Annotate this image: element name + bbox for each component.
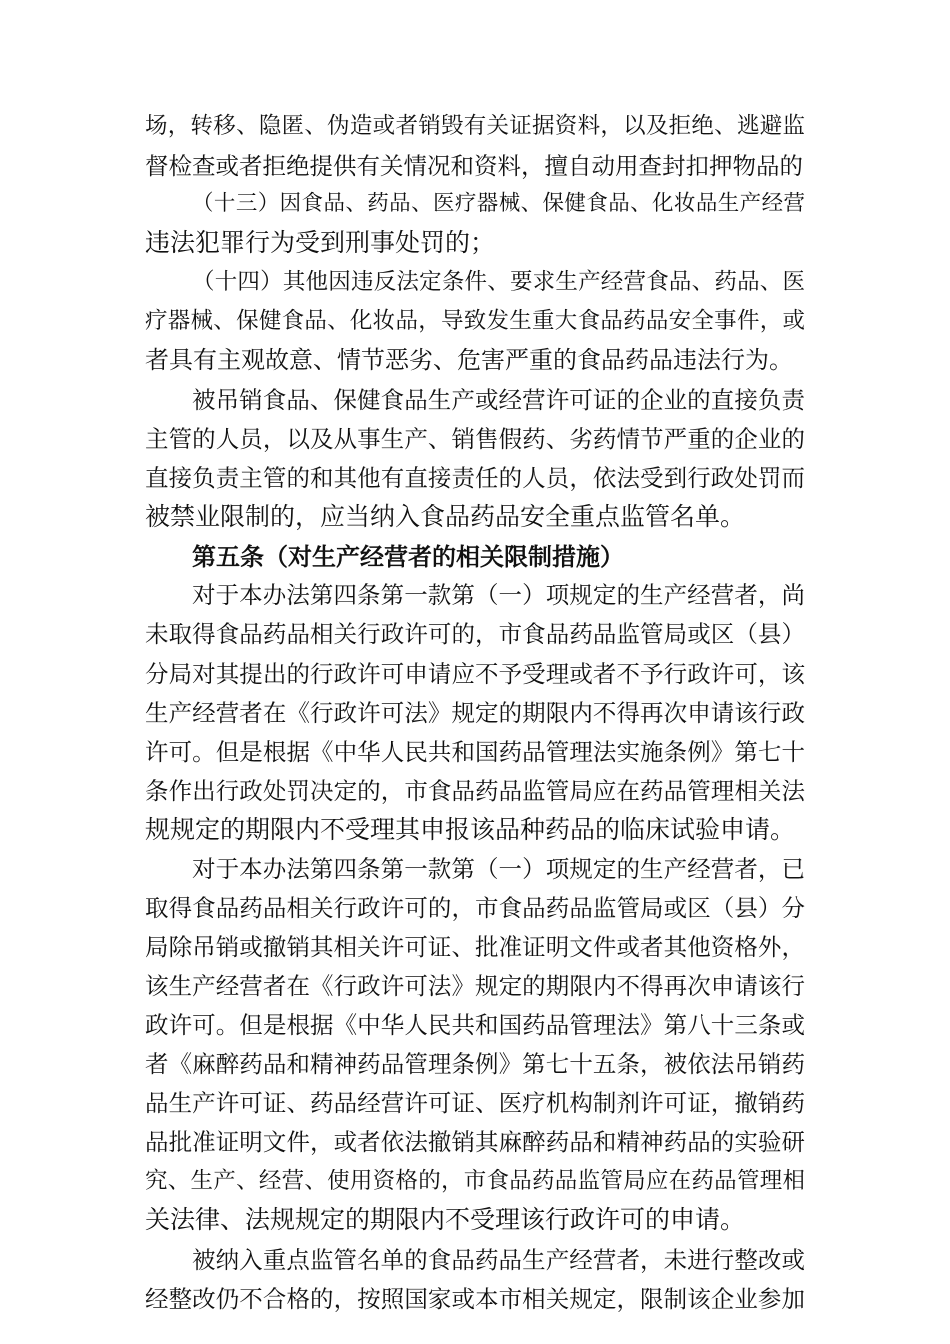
text-line: 违法犯罪行为受到刑事处罚的； <box>145 228 496 257</box>
text-line: 场，转移、隐匿、伪造或者销毁有关证据资料，以及拒绝、逃避监 <box>145 113 805 139</box>
text-line: 者具有主观故意、情节恶劣、危害严重的食品药品违法行为。 <box>145 346 793 374</box>
text-line: 直接负责主管的和其他有直接责任的人员，依法受到行政处罚而 <box>145 464 805 492</box>
text-line: 者《麻醉药品和精神药品管理条例》第七十五条，被依法吊销药 <box>145 1050 805 1078</box>
text-line: 被吊销食品、保健食品生产或经营许可证的企业的直接负责 <box>192 386 805 414</box>
text-line: 规规定的期限内不受理其申报该品种药品的临床试验申请。 <box>145 815 796 844</box>
text-line: 品批准证明文件，或者依法撤销其麻醉药品和精神药品的实验研 <box>145 1128 805 1156</box>
text-line: 对于本办法第四条第一款第（一）项规定的生产经营者，已 <box>192 855 805 883</box>
text-line: 被禁业限制的，应当纳入食品药品安全重点监管名单。 <box>145 502 746 531</box>
text-line: 主管的人员，以及从事生产、销售假药、劣药情节严重的企业的 <box>145 425 805 453</box>
text-line: （十四）其他因违反法定条件、要求生产经营食品、药品、医 <box>192 269 805 295</box>
text-line: 对于本办法第四条第一款第（一）项规定的生产经营者，尚 <box>192 581 805 609</box>
text-line: 未取得食品药品相关行政许可的，市食品药品监管局或区（县） <box>145 620 805 648</box>
text-line: 该生产经营者在《行政许可法》规定的期限内不得再次申请该行 <box>145 972 805 1000</box>
text-line: 政许可。但是根据《中华人民共和国药品管理法》第八十三条或 <box>145 1011 805 1039</box>
text-line: 取得食品药品相关行政许可的，市食品药品监管局或区（县）分 <box>145 894 805 922</box>
text-line: 条作出行政处罚决定的，市食品药品监管局应在药品管理相关法 <box>145 777 805 805</box>
text-line: 究、生产、经营、使用资格的，市食品药品监管局应在药品管理相 <box>145 1168 805 1194</box>
text-line: 局除吊销或撤销其相关许可证、批准证明文件或者其他资格外， <box>145 933 805 961</box>
text-line: 关法律、法规规定的期限内不受理该行政许可的申请。 <box>145 1205 746 1234</box>
text-line: 许可。但是根据《中华人民共和国药品管理法实施条例》第七十 <box>145 738 805 766</box>
text-line: 生产经营者在《行政许可法》规定的期限内不得再次申请该行政 <box>145 699 805 727</box>
text-line: （十三）因食品、药品、医疗器械、保健食品、化妆品生产经营 <box>192 191 805 216</box>
text-line: 品生产许可证、药品经营许可证、医疗机构制剂许可证，撤销药 <box>145 1089 805 1117</box>
text-line: 疗器械、保健食品、化妆品，导致发生重大食品药品安全事件，或 <box>145 308 805 334</box>
text-line: 督检查或者拒绝提供有关情况和资料，擅自动用查封扣押物品的 <box>145 152 803 180</box>
text-line: 经整改仍不合格的，按照国家或本市相关规定，限制该企业参加 <box>145 1285 805 1313</box>
text-line: 分局对其提出的行政许可申请应不予受理或者不予行政许可，该 <box>145 660 805 688</box>
text-line: 被纳入重点监管名单的食品药品生产经营者，未进行整改或 <box>192 1246 805 1274</box>
section-heading: 第五条（对生产经营者的相关限制措施） <box>192 543 624 571</box>
